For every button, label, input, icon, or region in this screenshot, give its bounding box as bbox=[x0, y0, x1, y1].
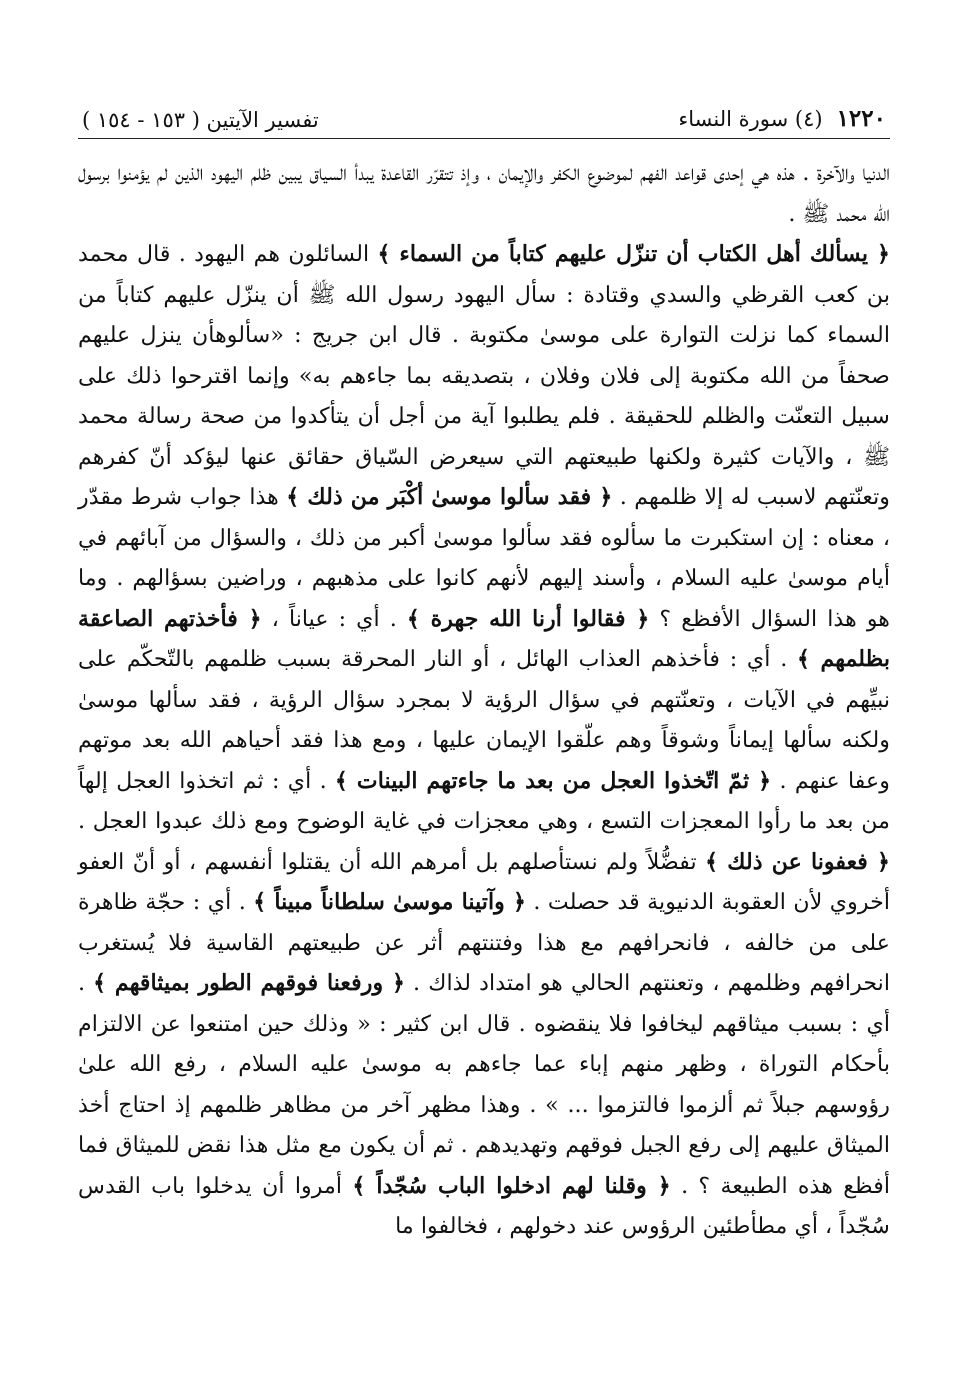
commentary-text: . أي : فأخذهم العذاب الهائل ، أو النار المحرقة بسبب ظلمهم بالتّحكّم على نبيِّهم في الآيات ، وتعنّتهم في سؤال الرؤية لا بمجرد سؤال الرؤية ، فقد سألها موسىٰ ولكنه سألها إيماناً وشوقاً وهم علّقوا الإيمان عليها ، ومع هذا فقد أحياهم الله بعد موتهم وعفا عنهم . bbox=[78, 646, 890, 794]
commentary-body bbox=[78, 153, 890, 1247]
quran-verse: ﴿ وآتينا موسىٰ سلطاناً مبيناً ﴾ bbox=[253, 889, 526, 915]
quran-verse: ﴿ ثمّ اتّخذوا العجل من بعد ما جاءتهم البينات ﴾ bbox=[334, 767, 772, 794]
commentary-text: الدنيا والآخرة . هذه هي إحدى قواعد الفهم لموضوع الكفر والإيمان ، وإذ تتقرّر القاعدة يبدأ السياق يبين ظلم اليهود الذين لم يؤمنوا برسول الله محمد ﷺ . bbox=[78, 160, 890, 227]
quran-verse: ﴿ وقلنا لهم ادخلوا الباب سُجّداً ﴾ bbox=[352, 1172, 671, 1199]
paragraph bbox=[78, 153, 890, 234]
header-divider bbox=[78, 138, 890, 139]
running-header bbox=[78, 96, 890, 132]
commentary-text: السائلون هم اليهود . قال محمد بن كعب القرظي والسدي وقتادة : سأل اليهود رسول الله ﷺ أن ينزّل عليهم كتاباً من السماء كما نزلت التوارة على موسىٰ مكتوبة . قال ابن جريج : «سألوهأن ينزل عليهم صحفاً من الله مكتوبة إلى فلان وفلان ، بتصديقه بما جاءهم به» وإنما اقترحوا ذلك على سبيل التعنّت والظلم للحقيقة . فلم يطلبوا آية من أجل أن يتأكدوا من صحة رسالة محمد ﷺ ، والآيات كثيرة ولكنها طبيعتهم التي سيعرض السّياق حقائق عنها ليؤكد أنّ كفرهم وتعنّتهم لاسبب له إلا ظلمهم . bbox=[78, 241, 890, 510]
commentary-text: . أي : حجّة ظاهرة على من خالفه ، فانحرافهم مع هذا وفتنتهم أثر عن طبيعتهم القاسية فلا يُستغرب انحرافهم وظلمهم ، وتعنتهم الحالي هو امتداد لذاك . bbox=[78, 889, 890, 996]
book-page bbox=[78, 96, 890, 1326]
commentary-text: . أي : بسبب ميثاقهم ليخافوا فلا ينقضوه . قال ابن كثير : « وذلك حين امتنعوا عن الالتزام بأحكام التوراة ، وظهر منهم إباء عما جاءهم به موسىٰ عليه السلام ، رفع الله علىٰ رؤوسهم جبلاً ثم ألزموا فالتزموا ... » . وهذا مظهر آخر من مظاهر ظلمهم إذ احتاج أخذ الميثاق عليهم إلى رفع الجبل فوقهم وتهديدهم . ثم أن يكون مع مثل هذا نقض للميثاق فما أفظع هذه الطبيعة ؟ . bbox=[78, 970, 890, 1199]
section-title: تفسير الآيتين ( ١٥٣ - ١٥٤ ) bbox=[82, 108, 319, 132]
commentary-text: . أي : عياناً ، bbox=[261, 605, 407, 632]
surah-title: (٤) سورة النساء bbox=[678, 107, 823, 131]
quran-verse: ﴿ فقد سألوا موسىٰ أكْبَر من ذلك ﴾ bbox=[286, 484, 613, 510]
quran-verse: ﴿ فعفونا عن ذلك ﴾ bbox=[705, 848, 890, 875]
quran-verse: ﴿ فقالوا أرنا الله جهرة ﴾ bbox=[406, 605, 650, 632]
quran-verse: ﴿ ورفعنا فوقهم الطور بميثاقهم ﴾ bbox=[93, 970, 405, 996]
commentary-text: تفضُّلاً ولم نستأصلهم بل أمرهم الله أن يقتلوا أنفسهم ، أو أنّ العفو أخروي لأن العقوبة الدنيوية قد حصلت . bbox=[78, 848, 890, 915]
commentary-text: . أي : ثم اتخذوا العجل إلهاً من بعد ما رأوا المعجزات التسع ، وهي معجزات في غاية الوضوح ومع ذلك عبدوا العجل . bbox=[78, 767, 890, 834]
quran-verse: ﴿ فأخذتهم الصاعقة بظلمهم ﴾ bbox=[78, 605, 890, 672]
quran-verse: ﴿ يسألك أهل الكتاب أن تنزّل عليهم كتاباً من السماء ﴾ bbox=[377, 241, 890, 267]
header-right bbox=[678, 105, 886, 132]
commentary-text: أمروا أن يدخلوا باب القدس سُجّداً ، أي مطأطئين الرؤوس عند دخولهم ، فخالفوا ما bbox=[78, 1172, 890, 1239]
paragraph bbox=[78, 234, 890, 1247]
page-number: ١٢٢٠ bbox=[836, 105, 886, 132]
commentary-text: هذا جواب شرط مقدّر ، معناه : إن استكبرت ما سألوه فقد سألوا موسىٰ أكبر من ذلك ، والسؤال من آبائهم في أيام موسىٰ عليه السلام ، وأسند إليهم لأنهم كانوا على مذهبهم ، وراضين بسؤالهم . وما هو هذا السؤال الأفظع ؟ bbox=[78, 484, 890, 632]
